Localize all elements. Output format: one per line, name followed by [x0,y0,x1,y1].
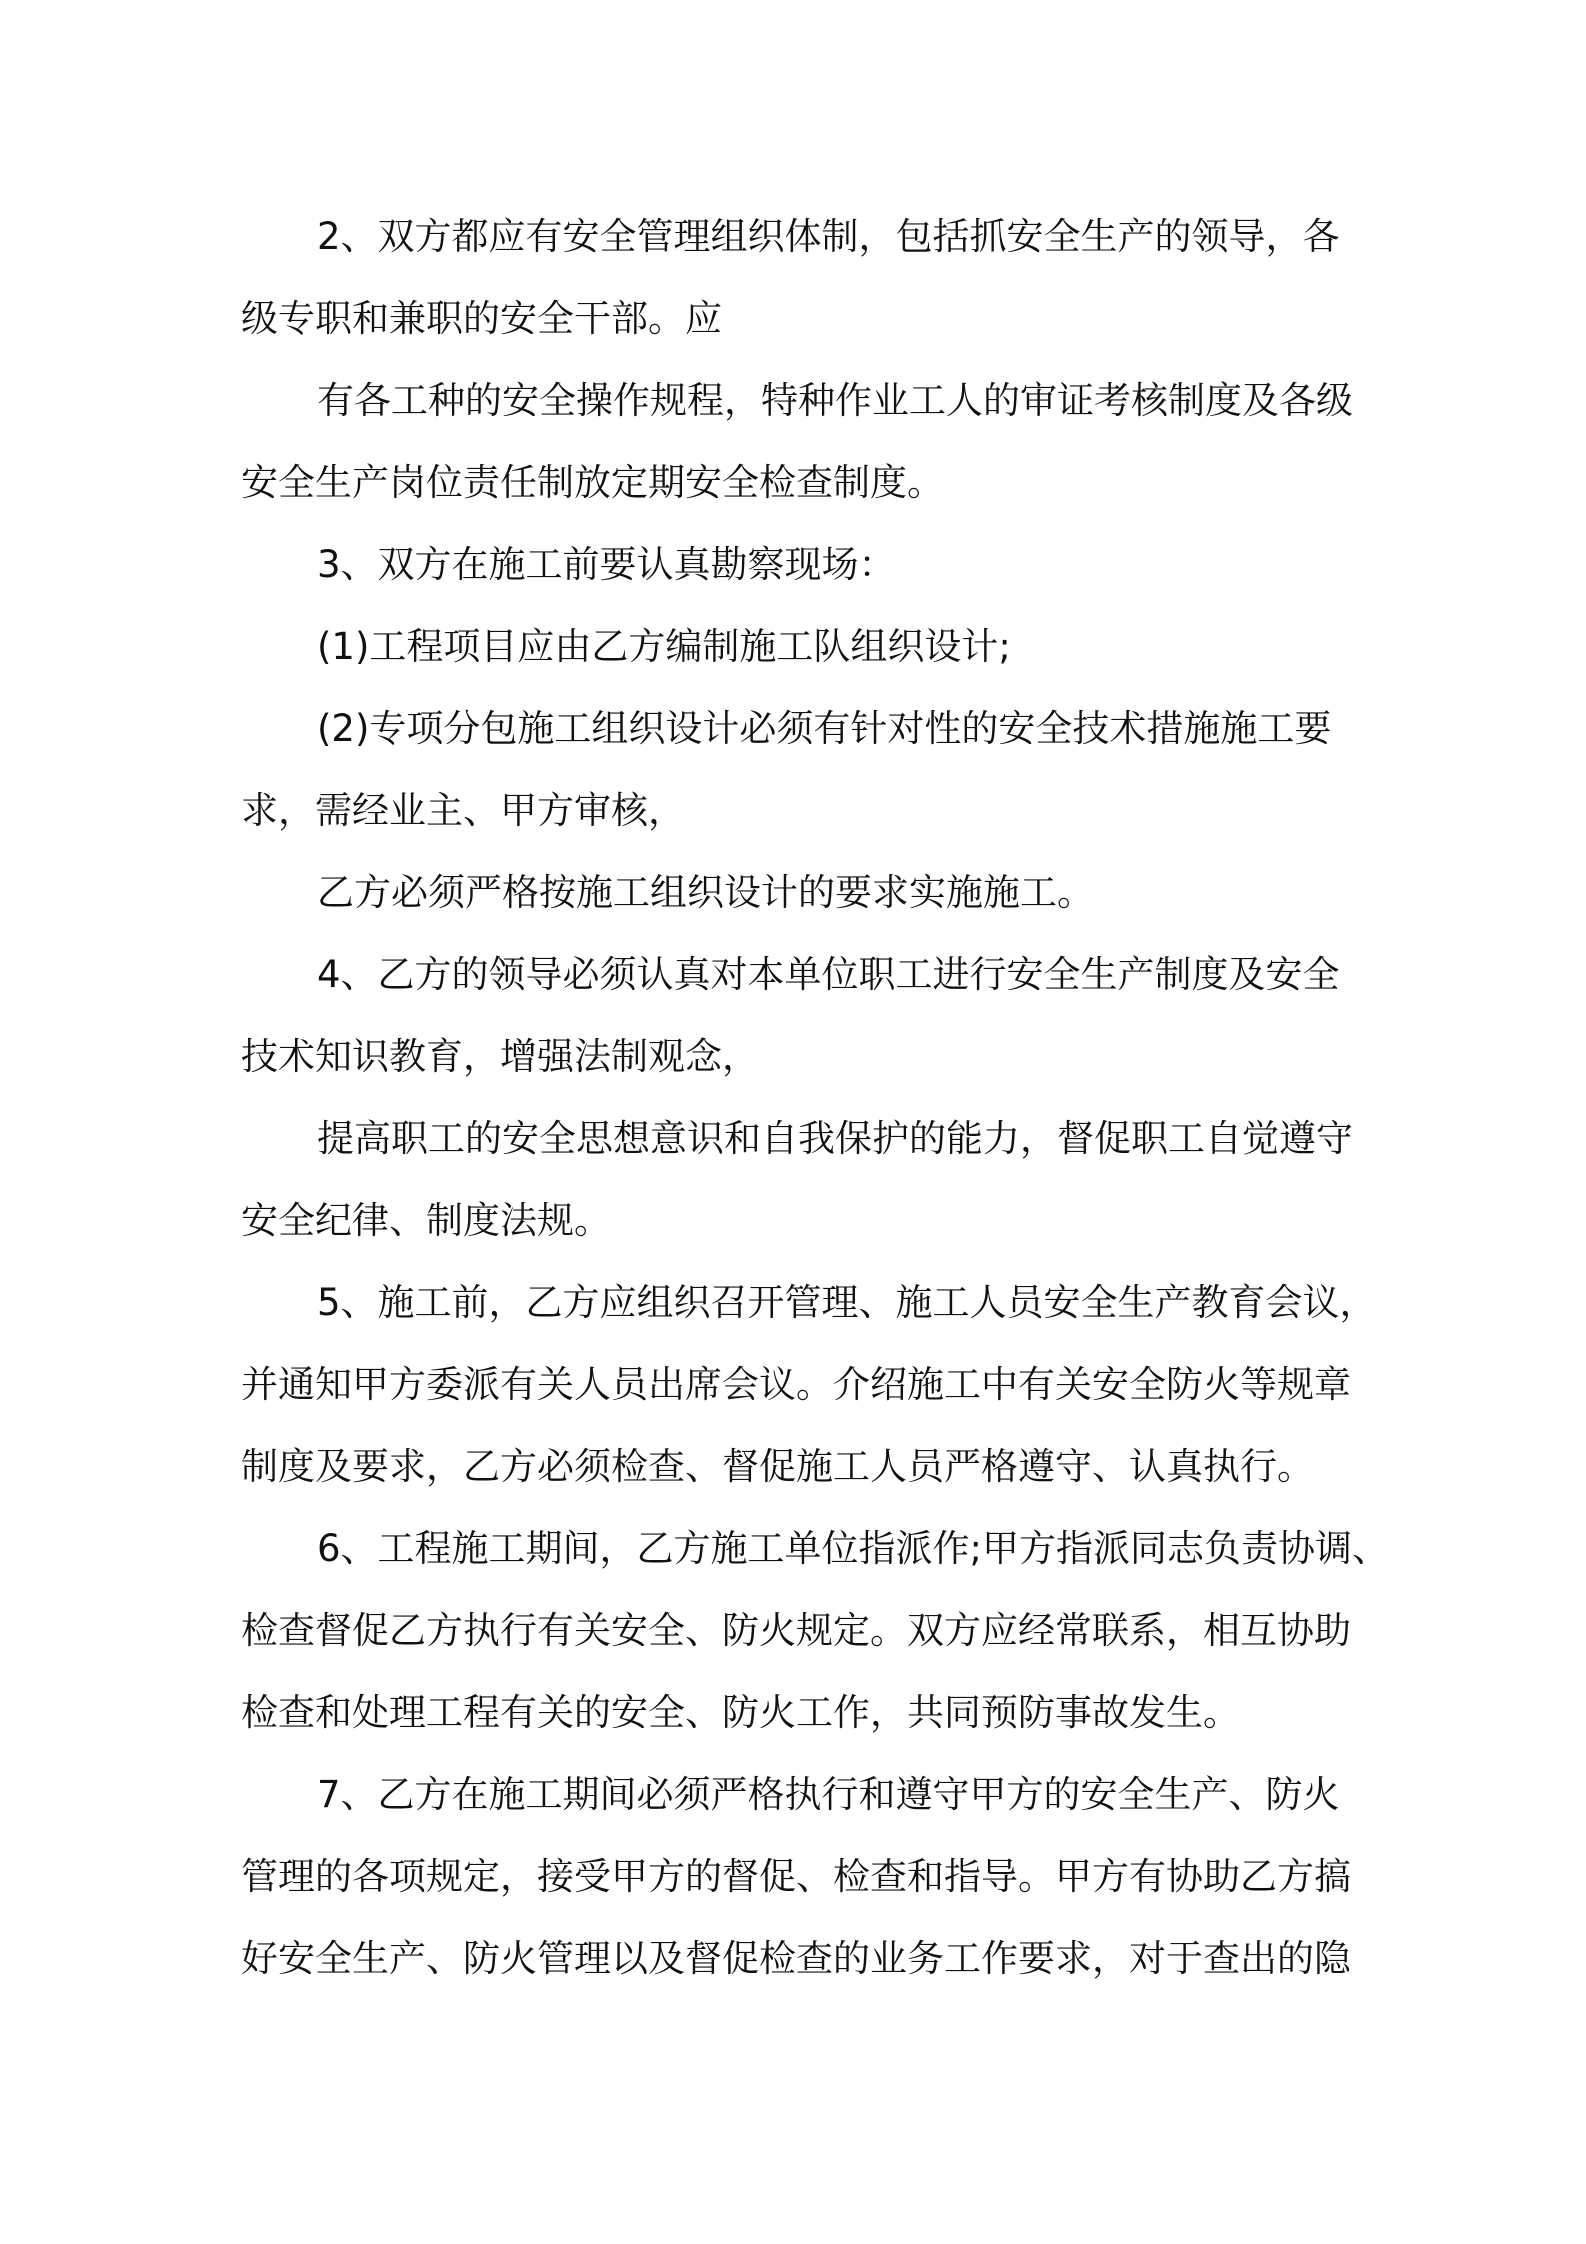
text-line: 提高职工的安全思想意识和自我保护的能力，督促职工自觉遵守 [317,1117,1353,1160]
text-line: 6、工程施工期间，乙方施工单位指派作;甲方指派同志负责协调、 [317,1527,1390,1570]
text-line: 管理的各项规定，接受甲方的督促、检查和指导。甲方有协助乙方搞 [241,1855,1351,1898]
text-line: (2)专项分包施工组织设计必须有针对性的安全技术措施施工要 [317,707,1332,750]
text-line: 好安全生产、防火管理以及督促检查的业务工作要求，对于查出的隐 [241,1937,1351,1980]
text-line: 级专职和兼职的安全干部。应 [241,297,722,340]
text-line: 并通知甲方委派有关人员出席会议。介绍施工中有关安全防火等规章 [241,1363,1351,1406]
text-line: 4、乙方的领导必须认真对本单位职工进行安全生产制度及安全 [317,953,1340,996]
text-line: 5、施工前，乙方应组织召开管理、施工人员安全生产教育会议， [317,1281,1377,1324]
text-line: 有各工种的安全操作规程，特种作业工人的审证考核制度及各级 [317,379,1353,422]
text-line: 7、乙方在施工期间必须严格执行和遵守甲方的安全生产、防火 [317,1773,1340,1816]
text-line: 检查督促乙方执行有关安全、防火规定。双方应经常联系，相互协助 [241,1609,1351,1652]
text-line: 2、双方都应有安全管理组织体制，包括抓安全生产的领导，各 [317,215,1340,258]
text-line: 制度及要求，乙方必须检查、督促施工人员严格遵守、认真执行。 [241,1445,1314,1488]
text-line: 乙方必须严格按施工组织设计的要求实施施工。 [317,871,1094,914]
text-line: 3、双方在施工前要认真勘察现场： [317,543,896,586]
text-line: 检查和处理工程有关的安全、防火工作，共同预防事故发生。 [241,1691,1240,1734]
text-line: 求，需经业主、甲方审核， [241,789,685,832]
text-line: 安全生产岗位责任制放定期安全检查制度。 [241,461,944,504]
document-body [241,196,1390,2000]
text-line: (1)工程项目应由乙方编制施工队组织设计; [317,625,1011,668]
text-line: 技术知识教育，增强法制观念， [241,1035,759,1078]
text-line: 安全纪律、制度法规。 [241,1199,611,1242]
